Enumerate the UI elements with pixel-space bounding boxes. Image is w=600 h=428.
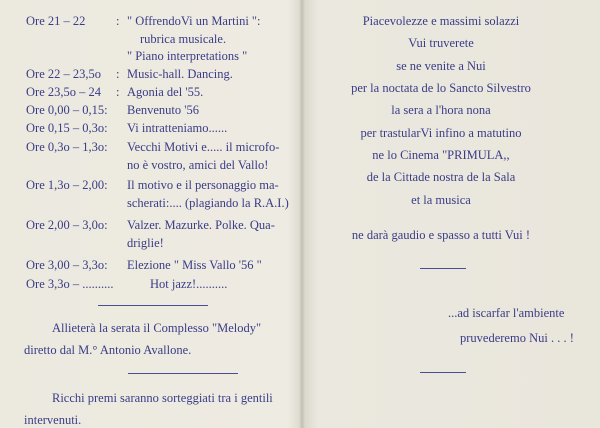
row-text: Il motivo e il personaggio ma- xyxy=(127,178,279,192)
row-text: no è vostro, amici del Vallo! xyxy=(127,158,269,172)
orchestra-line: diretto dal M.° Antonio Avallone. xyxy=(24,343,192,357)
right-page xyxy=(312,0,600,428)
invitation-line: Piacevolezze e massimi solazzi xyxy=(362,14,520,28)
row-time: Ore 0,15 – 0,3o: xyxy=(26,121,108,135)
invitation-line: de la Cittade nostra de la Sala xyxy=(366,170,516,184)
invitation-line: et la musica xyxy=(411,193,471,207)
row-text: " OffrendoVi un Martini ": xyxy=(127,14,261,28)
row-text: Vecchi Motivi e..... il microfo- xyxy=(127,140,280,154)
row-time: Ore 3,00 – 3,3o: xyxy=(26,258,108,272)
row-time: Ore 22 – 23,5o xyxy=(26,67,101,81)
row-text: Benvenuto '56 xyxy=(127,103,200,117)
row-time: Ore 0,3o – 1,3o: xyxy=(26,140,108,154)
prizes-line: Ricchi premi saranno sorteggiati tra i gentili xyxy=(52,391,273,405)
row-text: Hot jazz!.......... xyxy=(150,277,228,291)
row-text: rubrica musicale. xyxy=(140,32,227,46)
row-text: Valzer. Mazurke. Polke. Qua- xyxy=(127,218,275,232)
closing-line: ...ad iscarfar l'ambiente xyxy=(448,306,565,320)
row-time: Ore 1,3o – 2,00: xyxy=(26,178,108,192)
invitation-line: se ne venite a Nui xyxy=(396,59,486,73)
invitation-line: per trastularVi infino a matutino xyxy=(360,126,522,140)
row-time: Ore 3,3o – .......... xyxy=(26,277,114,291)
row-text: driglie! xyxy=(127,236,164,250)
invitation-line: ne lo Cinema "PRIMULA,, xyxy=(372,148,510,162)
divider xyxy=(420,372,466,373)
divider xyxy=(128,373,238,374)
invitation-line: la sera a l'hora nona xyxy=(391,103,491,117)
row-text: Elezione " Miss Vallo '56 " xyxy=(127,258,262,272)
row-time: Ore 23,5o – 24 xyxy=(26,85,101,99)
row-time: Ore 0,00 – 0,15: xyxy=(26,103,108,117)
row-text: Vi intratteniamo...... xyxy=(127,121,228,135)
row-separator: : xyxy=(116,67,120,81)
closing-line: pruvederemo Nui . . . ! xyxy=(460,331,574,345)
row-text: Agonia del '55. xyxy=(127,85,204,99)
row-time: Ore 2,00 – 3,0o: xyxy=(26,218,108,232)
row-separator: : xyxy=(116,14,120,28)
invitation-line: ne darà gaudio e spasso a tutti Vui ! xyxy=(351,228,531,242)
row-text: scherati:.... (plagiando la R.A.I.) xyxy=(127,196,289,210)
row-text: Music-hall. Dancing. xyxy=(127,67,233,81)
invitation-line: Vui truverete xyxy=(408,36,474,50)
invitation-line: per la noctata de lo Sancto Silvestro xyxy=(351,81,531,95)
divider xyxy=(98,305,208,306)
row-separator: : xyxy=(116,85,120,99)
orchestra-line: Allieterà la serata il Complesso "Melody" xyxy=(52,321,262,335)
divider xyxy=(420,268,466,269)
row-time: Ore 21 – 22 xyxy=(26,14,86,28)
row-text: " Piano interpretations " xyxy=(127,49,248,63)
prizes-line: intervenuti. xyxy=(24,413,82,427)
